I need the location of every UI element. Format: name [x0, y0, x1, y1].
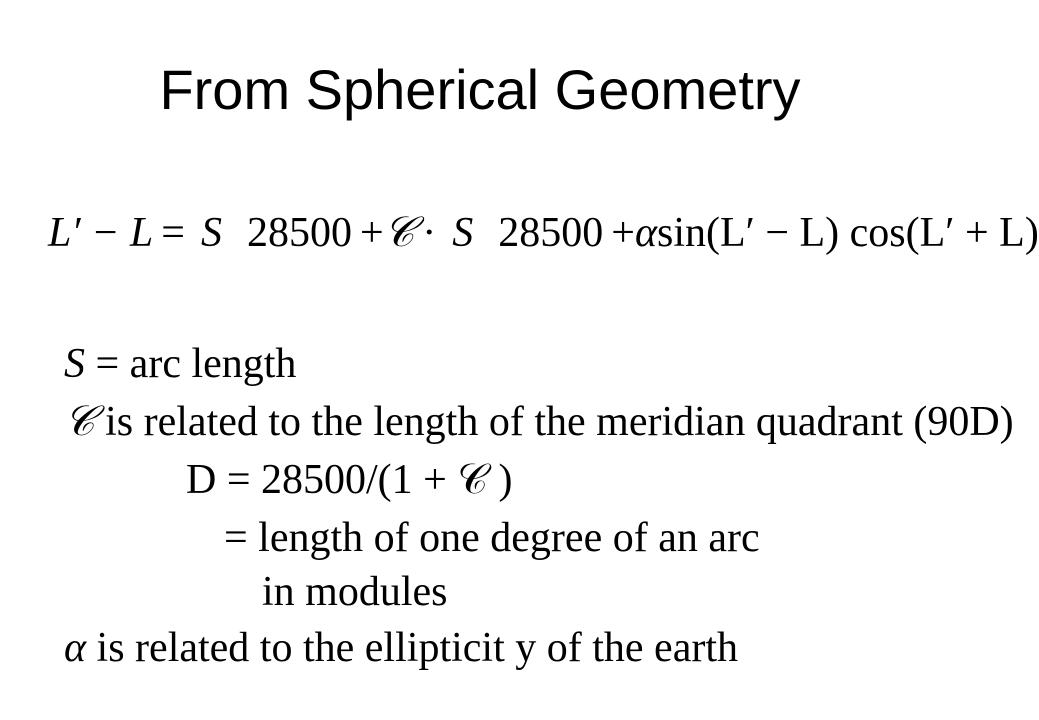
def-line-s — [64, 340, 296, 388]
def-line-c-var: 𝒞 — [64, 399, 95, 445]
fraction-2-denominator: 28500 — [498, 210, 604, 256]
equation-trig-term: sin(L′ − L) cos(L′ + L) — [656, 210, 1039, 256]
def-line-c — [64, 398, 1014, 446]
fraction-2-numerator: S — [452, 210, 474, 256]
def-line-degree — [224, 514, 760, 562]
calligraphic-c-1: 𝒞 — [383, 210, 415, 256]
slide-title: From Spherical Geometry — [159, 58, 801, 121]
equation-dot: · — [422, 210, 437, 256]
fraction-1-denominator: 28500 — [246, 210, 352, 256]
def-line-s-text: = arc length — [85, 341, 297, 387]
def-line-alpha-var: α — [64, 625, 87, 671]
def-line-alpha — [64, 624, 738, 672]
def-line-d — [186, 456, 512, 504]
equation-lhs: L′ − L — [48, 210, 154, 256]
equation-plus-2: + — [611, 210, 635, 256]
def-line-s-var: S — [64, 341, 85, 387]
def-line-c-text: is related to the length of the meridian quadrant (90D) — [94, 399, 1014, 445]
def-line-alpha-text: is related to the ellipticit y of the earth — [86, 625, 738, 671]
fraction-1 — [199, 209, 354, 257]
fraction-2 — [450, 209, 605, 257]
equation-plus-1: + — [359, 210, 384, 256]
def-line-d-text: D = 28500/(1 + 𝒞 ) — [186, 457, 513, 503]
fraction-1-numerator: S — [200, 210, 222, 256]
def-line-degree-text: = length of one degree of an arc — [224, 515, 760, 561]
def-line-modules — [262, 568, 448, 616]
def-line-modules-text: in modules — [262, 569, 448, 615]
equation-equals: = — [161, 210, 185, 256]
alpha-symbol: α — [634, 210, 657, 256]
main-equation — [48, 183, 1039, 283]
